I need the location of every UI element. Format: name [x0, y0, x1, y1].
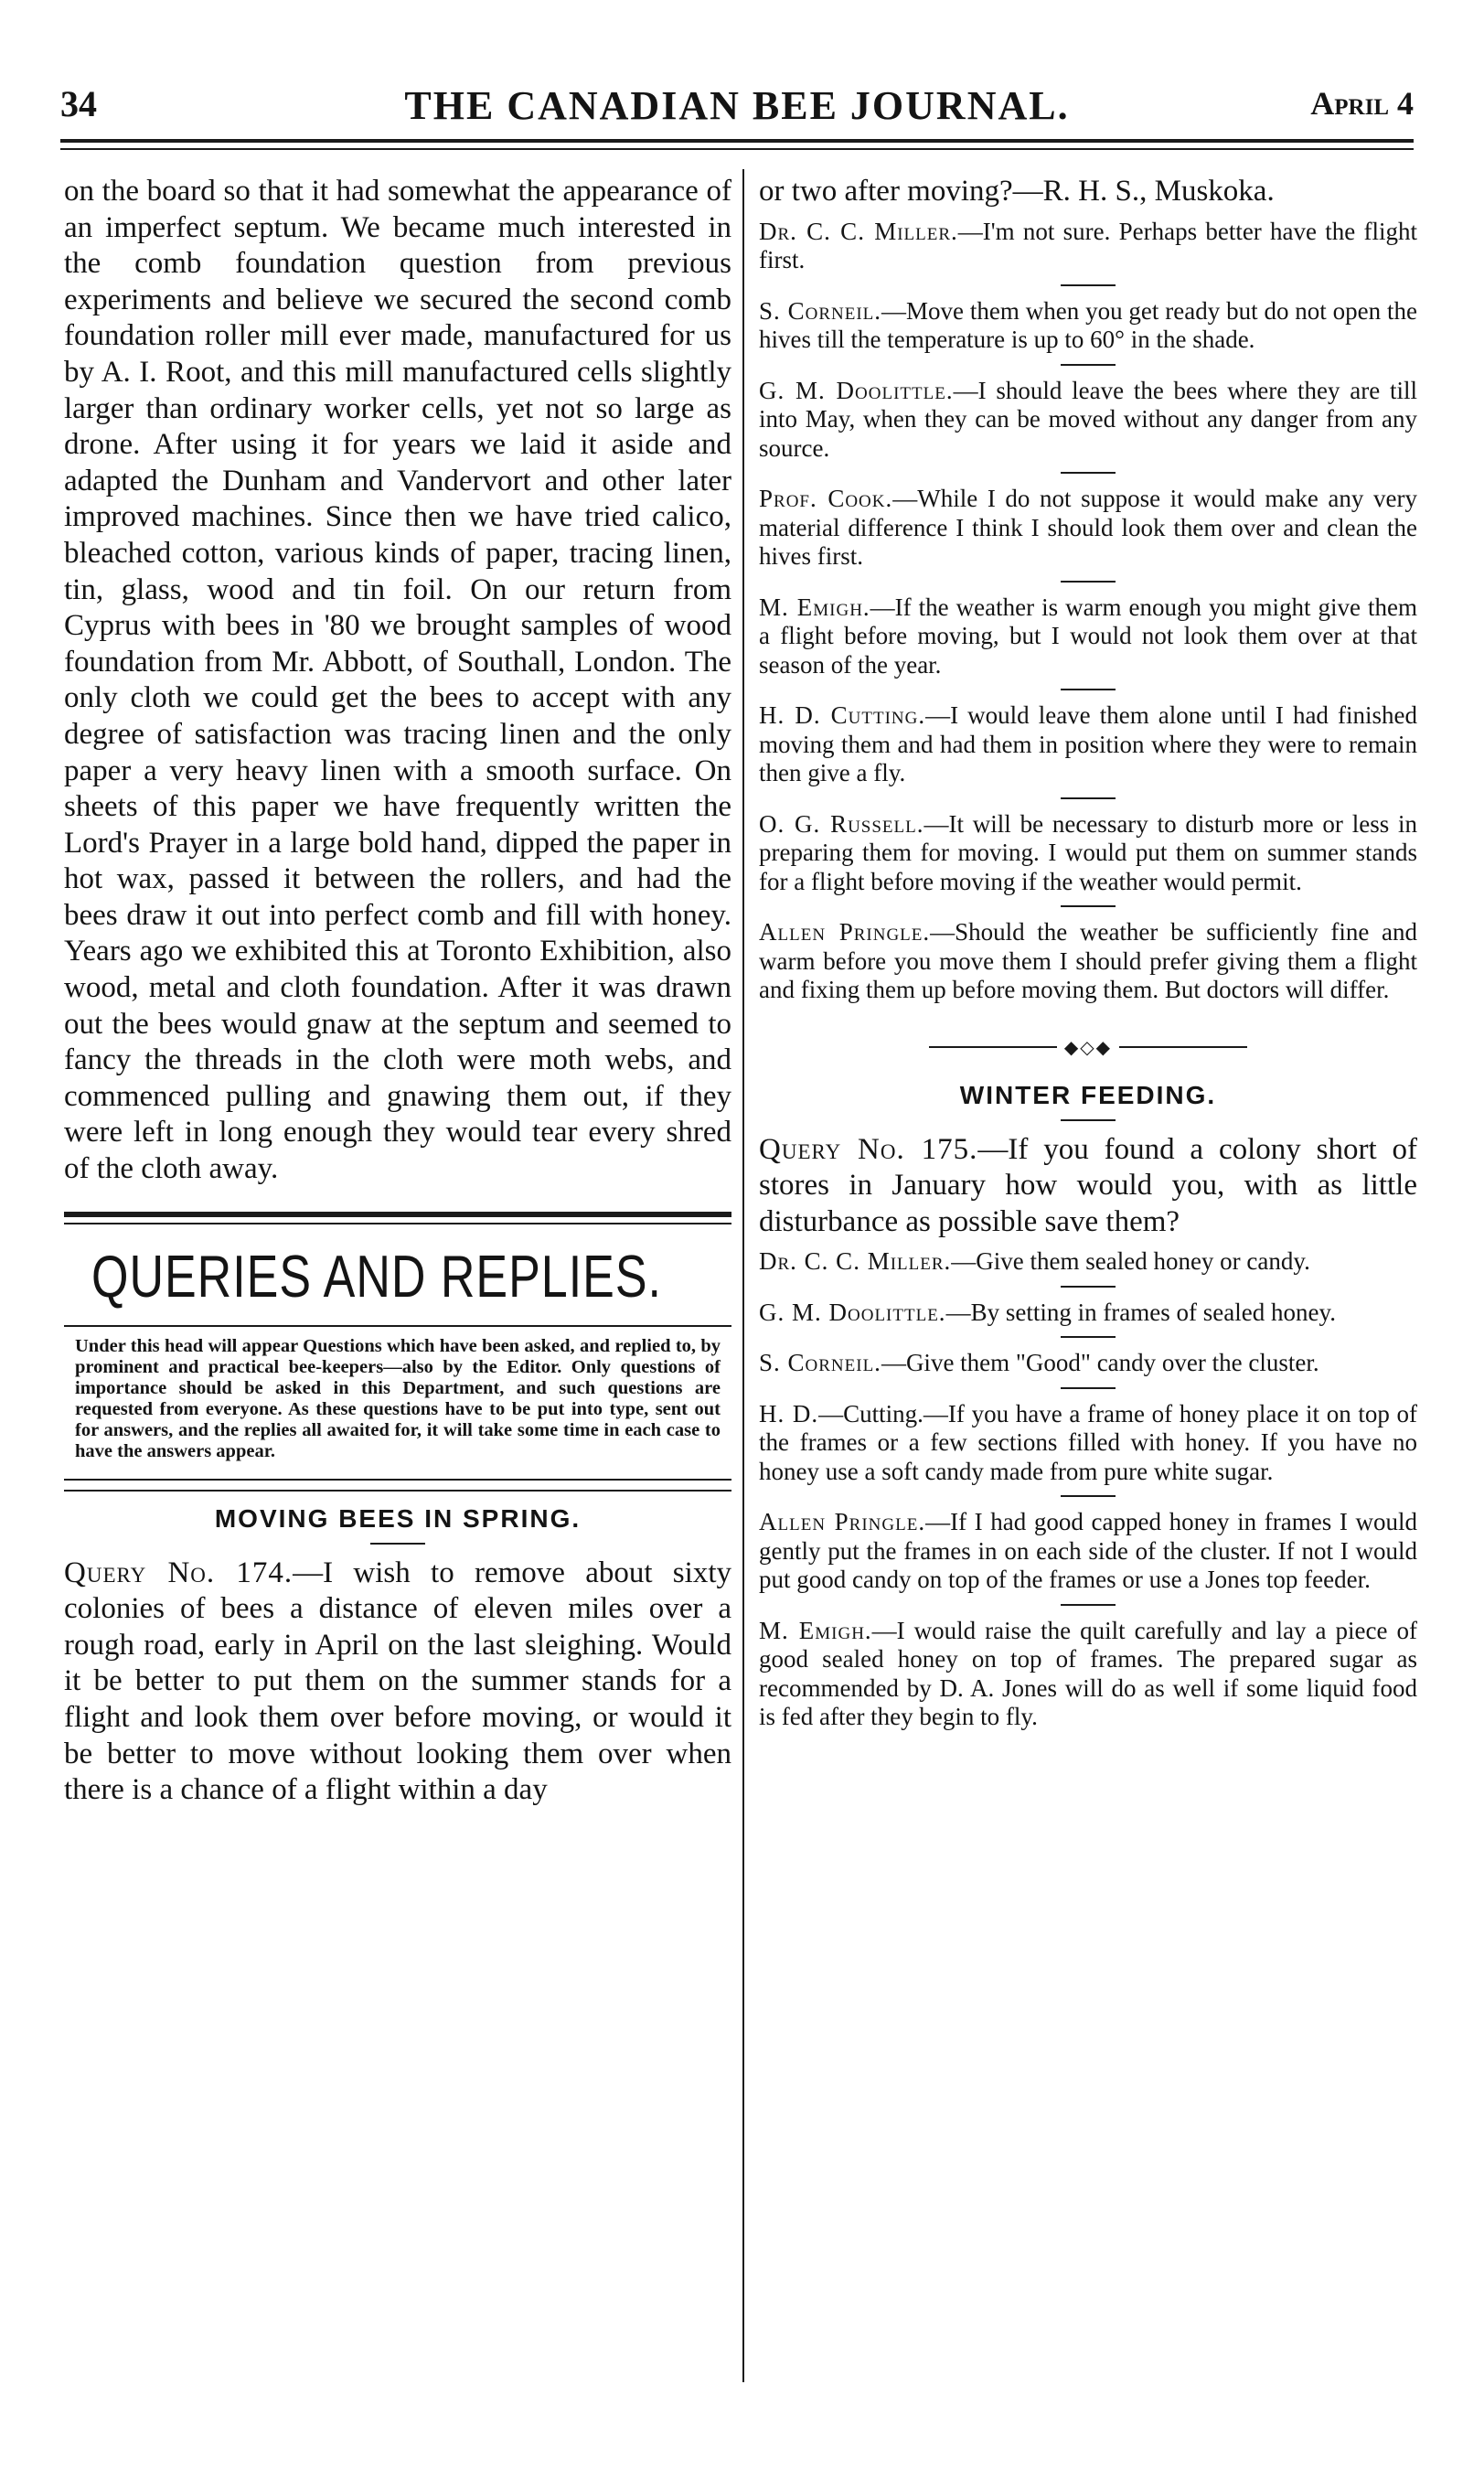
- reply-author: Allen Pringle.: [759, 1508, 926, 1536]
- reply-separator: [1061, 284, 1116, 286]
- section-intro: Under this head will appear Questions which have been asked, and replied to, by prominent and practical bee-keepers—also by the Editor. Only questions of importance should be asked in this Department, and such questions are requested from everyone. As these questions have to be put into type, sent out for answers, and the replies all awaited for, it will take some time in each case to have the answers appear.: [75, 1335, 721, 1461]
- header-rule-thin: [60, 148, 1414, 150]
- reply-separator: [1061, 905, 1116, 907]
- reply-author: Dr. C. C. Miller.: [759, 1247, 952, 1276]
- section-divider: [64, 1212, 731, 1224]
- reply-author: Prof. Cook.: [759, 485, 893, 513]
- reply-text: —If I had good capped honey in frames I would gently put the frames in on each side of the cluster. If not I would put good candy on top of the frames or use a Jones top feeder.: [759, 1508, 1417, 1594]
- reply-separator: [1061, 689, 1116, 690]
- reply: [759, 297, 1417, 355]
- reply-author: G. M. Doolittle.: [759, 1298, 946, 1326]
- reply-author: M. Emigh.: [759, 1616, 872, 1644]
- reply-text: —Move them when you get ready but do not open the hives till the temperature is up to 60° in the shade.: [759, 296, 1417, 354]
- intro-rule-bottom: [64, 1479, 731, 1481]
- replies-175: [759, 1247, 1417, 1732]
- header-rule: [60, 139, 1414, 143]
- reply: [759, 377, 1417, 464]
- article-paragraph: on the board so that it had somewhat the appearance of an imperfect septum. We became much interested in the comb foundation question from previous experiments and believe we secured the second comb foundation roller mill ever made, manufactured for us by A. I. Root, and this mill manufactured cells slightly larger than ordinary worker cells, yet not so large as drone. After using it for years we laid it aside and adapted the Dunham and Vandervort and other later improved machines. Since then we have tried calico, bleached cotton, various kinds of paper, tracing linen, tin, glass, wood and tin foil. On our return from Cyprus with bees in '80 we brought samples of wood foundation from Mr. Abbott, of Southall, London. The only cloth we could get the bees to accept with any degree of satisfaction was tracing linen and the only paper a very heavy linen with a smooth surface. On sheets of this paper we have frequently written the Lord's Prayer in a large bold hand, dipped the paper in hot wax, passed it between the rollers, and had the bees draw it out into perfect comb and fill with honey. Years ago we exhibited this at Toronto Exhibition, also wood, metal and cloth foundation. After it was drawn out the bees would gnaw at the septum and seemed to fancy the threads in the cloth were moth webs, and commenced pulling and gnawing them out, if they were left in long enough they would tear every shred of the cloth away.: [64, 175, 731, 1186]
- page-header: [60, 82, 1414, 137]
- reply-text: —While I do not suppose it would make any very material difference I think I should look them over and clean the hives first.: [759, 485, 1417, 571]
- reply: [759, 918, 1417, 1005]
- heading-underline: [370, 1543, 425, 1545]
- column-divider: [742, 169, 744, 2382]
- reply-text: —Give them "Good" candy over the cluster.: [881, 1349, 1319, 1377]
- reply-separator: [1061, 1336, 1116, 1338]
- reply-author: H. D. Cutting.: [759, 701, 926, 730]
- query-175-heading: WINTER FEEDING.: [959, 1080, 1217, 1109]
- reply-text: —Should the weather be sufficiently fine and warm before you move them I should prefer giving them a flight and fixing them up before moving them. But doctors will differ.: [759, 918, 1417, 1004]
- reply: [759, 1617, 1417, 1732]
- journal-title: THE CANADIAN BEE JOURNAL.: [404, 83, 1070, 128]
- reply-separator: [1061, 1286, 1116, 1288]
- reply: [759, 218, 1417, 275]
- replies-174: [759, 218, 1417, 1005]
- intro-rule-bottom-2: [64, 1490, 731, 1492]
- reply-author: O. G. Russell.: [759, 809, 924, 838]
- reply-text: —I'm not sure. Perhaps better have the flight first.: [759, 217, 1417, 274]
- section-ornament: ◆◇◆: [759, 1036, 1417, 1059]
- query-174-text: —I wish to remove about sixty colonies of bees a distance of eleven miles over a rough road, early in April on the last sleighing. Would it be better to put them on the summer stands for a flight and look them over before moving, or would it be better to move without looking them over when there is a chance of a flight within a day: [64, 1556, 731, 1807]
- reply-text: —I should leave the bees where they are till into May, when they can be moved without any danger from any source.: [759, 376, 1417, 462]
- reply-separator: [1061, 797, 1116, 799]
- reply-separator: [1061, 364, 1116, 366]
- reply-text: —I would raise the quilt carefully and lay a piece of good sealed honey on top of frames. The prepared sugar as recommended by D. A. Jones will do as well if some liquid food is fed after they begin to fly.: [759, 1616, 1417, 1731]
- reply-separator: [1061, 1387, 1116, 1389]
- reply: [759, 1508, 1417, 1595]
- reply: [759, 1247, 1417, 1277]
- reply-text: —Cutting.—If you have a frame of honey place it on top of the frames or a few sections filled with honey. If you have no honey use a soft candy made from pure white sugar.: [759, 1399, 1418, 1485]
- reply-separator: [1061, 1604, 1116, 1606]
- reply: [759, 1400, 1417, 1487]
- page-number: 34: [60, 83, 97, 124]
- reply-author: S. Corneil.: [759, 296, 882, 325]
- reply-author: S. Corneil.: [759, 1349, 881, 1377]
- heading-underline: [1061, 1119, 1116, 1121]
- left-column: [64, 174, 731, 1809]
- query-175: [759, 1132, 1417, 1241]
- reply-separator: [1061, 1495, 1116, 1497]
- query-175-label: Query No. 175.: [759, 1132, 978, 1166]
- section-title: QUERIES AND REPLIES.: [91, 1243, 662, 1310]
- reply-author: Allen Pringle.: [759, 918, 931, 946]
- reply-text: —I would leave them alone until I had finished moving them and had them in position where they were to remain then give a fly.: [759, 701, 1417, 787]
- reply: [759, 810, 1417, 897]
- reply-text: —It will be necessary to disturb more or less in preparing them for moving. I would put them on summer stands for a flight before moving if the weather would permit.: [759, 809, 1417, 895]
- reply: [759, 1349, 1417, 1378]
- reply: [759, 593, 1417, 680]
- reply-author: Dr. C. C. Miller.: [759, 217, 958, 245]
- reply-author: H. D.: [759, 1399, 819, 1427]
- query-174: [64, 1556, 731, 1809]
- query-175-text: —If you found a colony short of stores in January how would you, with as little disturbance as possible save them?: [759, 1132, 1417, 1238]
- reply-author: M. Emigh.: [759, 593, 870, 621]
- right-column: [759, 174, 1417, 1732]
- query-174-heading: MOVING BEES IN SPRING.: [214, 1503, 582, 1533]
- reply: [759, 485, 1417, 572]
- reply-author: G. M. Doolittle.: [759, 376, 954, 404]
- reply-text: —If the weather is warm enough you might give them a flight before moving, but I would not look them over at that season of the year.: [759, 593, 1417, 679]
- issue-date: April 4: [1310, 85, 1414, 122]
- reply-text: —Give them sealed honey or candy.: [951, 1247, 1310, 1276]
- query-174-label: Query No. 174.: [64, 1556, 294, 1589]
- reply-text: —By setting in frames of sealed honey.: [945, 1298, 1336, 1326]
- reply: [759, 1299, 1417, 1328]
- reply-separator: [1061, 581, 1116, 583]
- query-174-continued: or two after moving?—R. H. S., Muskoka.: [759, 175, 1275, 208]
- reply: [759, 701, 1417, 788]
- reply-separator: [1061, 472, 1116, 474]
